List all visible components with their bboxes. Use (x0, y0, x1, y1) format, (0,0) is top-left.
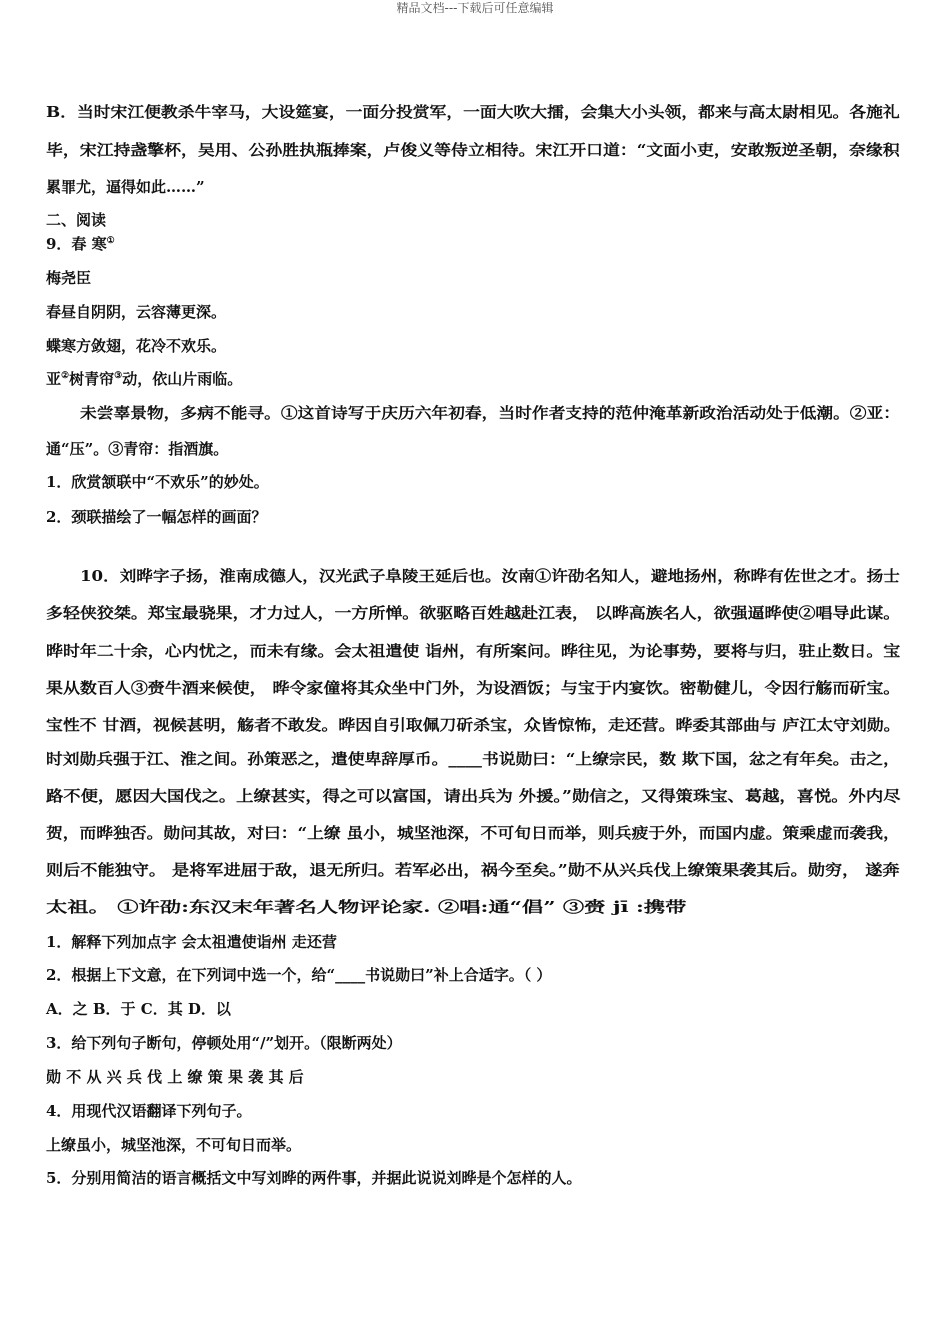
footnote-marker: ② (61, 371, 70, 381)
page-header: 精品文档---下载后可任意编辑 (396, 1, 554, 15)
q10-passage-line-5: 宝性不 甘酒，视候甚明，觞者不敢发。晔因自引取佩刀斫杀宝，众皆惊怖，走还营。晔委其部曲与 庐江太守刘勋。 (46, 716, 901, 734)
sentence-to-translate: 上缭虽小，城坚池深，不可旬日而举。 (46, 1136, 302, 1154)
poem-line-3-part-1: 亚 (46, 370, 62, 388)
q9-sub-question-1: 1．欣赏颔联中“不欢乐”的妙处。 (46, 473, 269, 491)
q10-sub-question-2: 2．根据上下文意，在下列词中选一个，给“____书说勋曰”补上合适字。（ ） (46, 966, 552, 984)
q10-passage-line-4: 果从数百人③赍牛酒来候使， 晔令家僮将其众坐中门外，为设酒饭；与宝于内宴饮。密勒健儿，令因行觞而斫宝。 (46, 679, 901, 697)
section-heading-reading: 二、阅读 (46, 211, 107, 229)
q10-passage-line-8: 贺，而晔独否。勋问其故，对曰：“上缭 虽小，城坚池深，不可旬日而举，则兵疲于外，而国内虚。策乘虚而袭我， (46, 824, 900, 842)
poem-title-text: 9．春 寒 (46, 235, 107, 253)
poem-line-3-part-3: 动，依山片雨临。 (122, 370, 243, 388)
q10-passage-line-2: 多轻侠狡桀。郑宝最骁果，才力过人，一方所惮。欲驱略百姓越赴江表， 以晔高族名人，欲强逼晔使②唱导此谋。 (46, 604, 901, 622)
option-b-line-2: 毕，宋江持盏擎杯，吴用、公孙胜执瓶捧案，卢俊义等侍立相待。宋江开口道：“文面小吏，安敢叛逆圣朝，奈缘积 (46, 141, 900, 159)
footnote-marker: ③ (114, 371, 123, 381)
option-b-line-3: 累罪尤，逼得如此……” (46, 178, 205, 196)
poem-line-3 (46, 369, 242, 389)
q10-sub-question-4: 4．用现代汉语翻译下列句子。 (46, 1102, 252, 1120)
q9-sub-question-2: 2．颈联描绘了一幅怎样的画面？ (46, 508, 267, 526)
poem-author: 梅尧臣 (46, 269, 92, 287)
poem-notes-continued: 通“压”。③青帘：指酒旗。 (46, 440, 229, 458)
q10-sub-question-1: 1．解释下列加点字 会太祖遣使诣州 走还营 (46, 933, 337, 951)
poem-line-1: 春昼自阴阴，云容薄更深。 (46, 303, 227, 321)
q10-options: A．之 B．于 C．其 D．以 (46, 1000, 231, 1018)
sentence-to-punctuate: 勋 不 从 兴 兵 伐 上 缭 策 果 袭 其 后 (46, 1068, 304, 1086)
q10-passage-line-10-notes: 太祖。 ①许劭:东汉末年著名人物评论家. ②唱:通“倡” ③赍 jī :携带 (46, 898, 687, 916)
poem-last-line-and-notes: 未尝辜景物，多病不能寻。①这首诗写于庆历六年初春，当时作者支持的范仲淹革新政治活动处于低潮。②亚： (80, 404, 901, 422)
q10-passage-line-7: 路不便，愿因大国伐之。上缭甚实，得之可以富国，请出兵为 外援。”勋信之，又得策珠宝、葛越，喜悦。外内尽 (46, 787, 901, 805)
q10-sub-question-3: 3．给下列句子断句，停顿处用“/”划开。（限断两处） (46, 1034, 402, 1052)
q10-passage-line-1: 10．刘晔字子扬，淮南成德人，汉光武子阜陵王延后也。汝南①许劭名知人，避地扬州，称晔有佐世之才。扬士 (80, 567, 900, 585)
q9-poem-title (46, 234, 115, 254)
option-b-line-1: B．当时宋江便教杀牛宰马，大设筵宴，一面分投赏军，一面大吹大擂，会集大小头领，都来与高太尉相见。各施礼 (46, 103, 900, 121)
q10-passage-line-9: 则后不能独守。 是将军进屈于敌，退无所归。若军必出，祸今至矣。”勋不从兴兵伐上缭策果袭其后。勋穷， 遂奔 (46, 861, 900, 879)
q10-sub-question-5: 5．分别用简洁的语言概括文中写刘晔的两件事，并据此说说刘晔是个怎样的人。 (46, 1169, 582, 1187)
footnote-marker: ① (106, 236, 115, 246)
poem-line-3-part-2: 树青帘 (69, 370, 115, 388)
poem-line-2: 蝶寒方敛翅，花冷不欢乐。 (46, 337, 227, 355)
q10-passage-line-3: 晔时年二十余，心内忧之，而未有缘。会太祖遣使 诣州，有所案问。晔往见，为论事势，要将与归，驻止数日。宝 (46, 642, 901, 660)
q10-passage-line-6: 时刘勋兵强于江、淮之间。孙策恶之，遣使卑辞厚币。____书说勋曰：“上缭宗民，数 欺下国，忿之有年矣。击之， (46, 750, 900, 768)
